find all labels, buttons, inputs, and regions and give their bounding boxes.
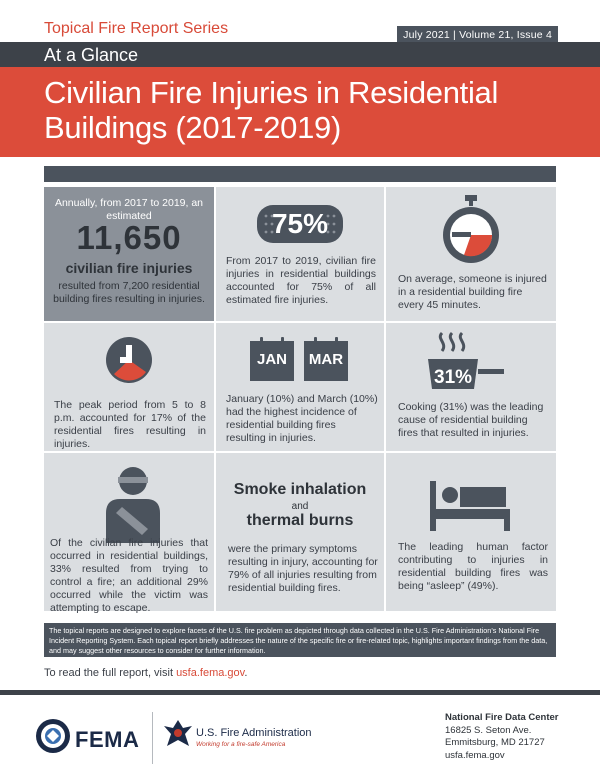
bottom-bar [0, 690, 600, 695]
card-peak-period [44, 323, 214, 451]
annual-intro: Annually, from 2017 to 2019, an estimated [54, 197, 204, 222]
usfa-eagle-icon [163, 718, 193, 750]
fema-logo-text: FEMA [75, 727, 140, 752]
section-divider [44, 166, 556, 182]
card-cooking [386, 323, 556, 451]
activity-text: Of the civilian fire injuries that occurred in residential buildings, 33% resulted from trying to control a fire; an additional 29% occurred while the victim was attempting to escape. [50, 537, 208, 614]
contact-block [445, 712, 559, 762]
read-full-report [44, 667, 247, 679]
month-mar: MAR [308, 351, 344, 368]
page-title: Civilian Fire Injuries in Residential Buildings (2017-2019) [44, 75, 499, 145]
footer-note: The topical reports are designed to explore facets of the U.S. fire problem as depicted through data collected in the U.S. Fire Administration’s National Fire Incident Reporting System. Each topical report briefly addresses the nature of the specific fire or fire-related topic, highlights important findings from the data, and may suggest other resources to consider for further information. [44, 623, 556, 657]
contact-org: National Fire Data Center [445, 712, 559, 723]
annual-number: 11,650 [76, 219, 182, 256]
share-text: From 2017 to 2019, civilian fire injuries in residential buildings accounted for 75% of all estimated fire injuries. [226, 255, 376, 306]
months-text: January (10%) and March (10%) had the highest incidence of residential building fires resulting in injuries. [226, 393, 378, 444]
logo-divider [152, 712, 153, 764]
card-human-factor [386, 453, 556, 611]
calendar-jan-icon [250, 341, 294, 381]
issue-badge: July 2021 | Volume 21, Issue 4 [397, 26, 558, 44]
dhs-seal-icon [35, 718, 71, 754]
injured-person-icon [102, 463, 164, 543]
at-a-glance-label: At a Glance [44, 45, 139, 65]
card-share [216, 187, 384, 321]
symptoms-text: were the primary symptoms resulting in injury, accounting for 79% of all injuries resulting from residential building fires. [228, 543, 378, 594]
usfa-name: U.S. Fire Administration [196, 727, 312, 739]
calendar-mar-icon [304, 341, 348, 381]
month-jan: JAN [256, 351, 287, 368]
annual-detail: resulted from 7,200 residential building fires resulting in injuries. [53, 280, 205, 305]
title-band [0, 67, 600, 157]
symptom-and: and [291, 501, 309, 512]
contact-web[interactable]: usfa.fema.gov [445, 749, 505, 761]
percent-pill [257, 205, 343, 243]
stopwatch-icon [438, 195, 504, 265]
read-suffix: . [244, 667, 248, 679]
card-activity [44, 453, 214, 614]
clock-icon [106, 337, 152, 383]
card-annual-injuries [44, 187, 214, 321]
frequency-text: On average, someone is injured in a residential building fire every 45 minutes. [398, 273, 547, 311]
human-factor-text: The leading human factor contributing to injuries in residential building fires was being “asleep” (49%). [398, 541, 548, 592]
contact-city: Emmitsburg, MD 21727 [445, 737, 545, 748]
card-months [216, 323, 384, 451]
card-symptoms [216, 453, 384, 611]
read-prefix: To read the full report, visit [44, 667, 177, 679]
bed-icon [430, 481, 510, 531]
series-title: Topical Fire Report Series [44, 20, 229, 37]
report-link[interactable]: usfa.fema.gov [176, 667, 245, 679]
annual-label: civilian fire injuries [65, 260, 193, 276]
cooking-percent: 31% [434, 367, 473, 388]
share-percent: 75% [271, 208, 329, 239]
contact-street: 16825 S. Seton Ave. [445, 724, 532, 736]
card-frequency [386, 187, 556, 321]
symptom-smoke: Smoke inhalation [233, 481, 367, 498]
peak-text: The peak period from 5 to 8 p.m. accounted for 17% of the residential fires resulting in injuries. [54, 399, 206, 450]
symptom-burns: thermal burns [246, 512, 354, 529]
cooking-text: Cooking (31%) was the leading cause of residential building fires that resulted in injuries. [398, 401, 544, 439]
at-a-glance-bar [0, 42, 600, 67]
usfa-tagline: Working for a fire-safe America [196, 741, 286, 748]
